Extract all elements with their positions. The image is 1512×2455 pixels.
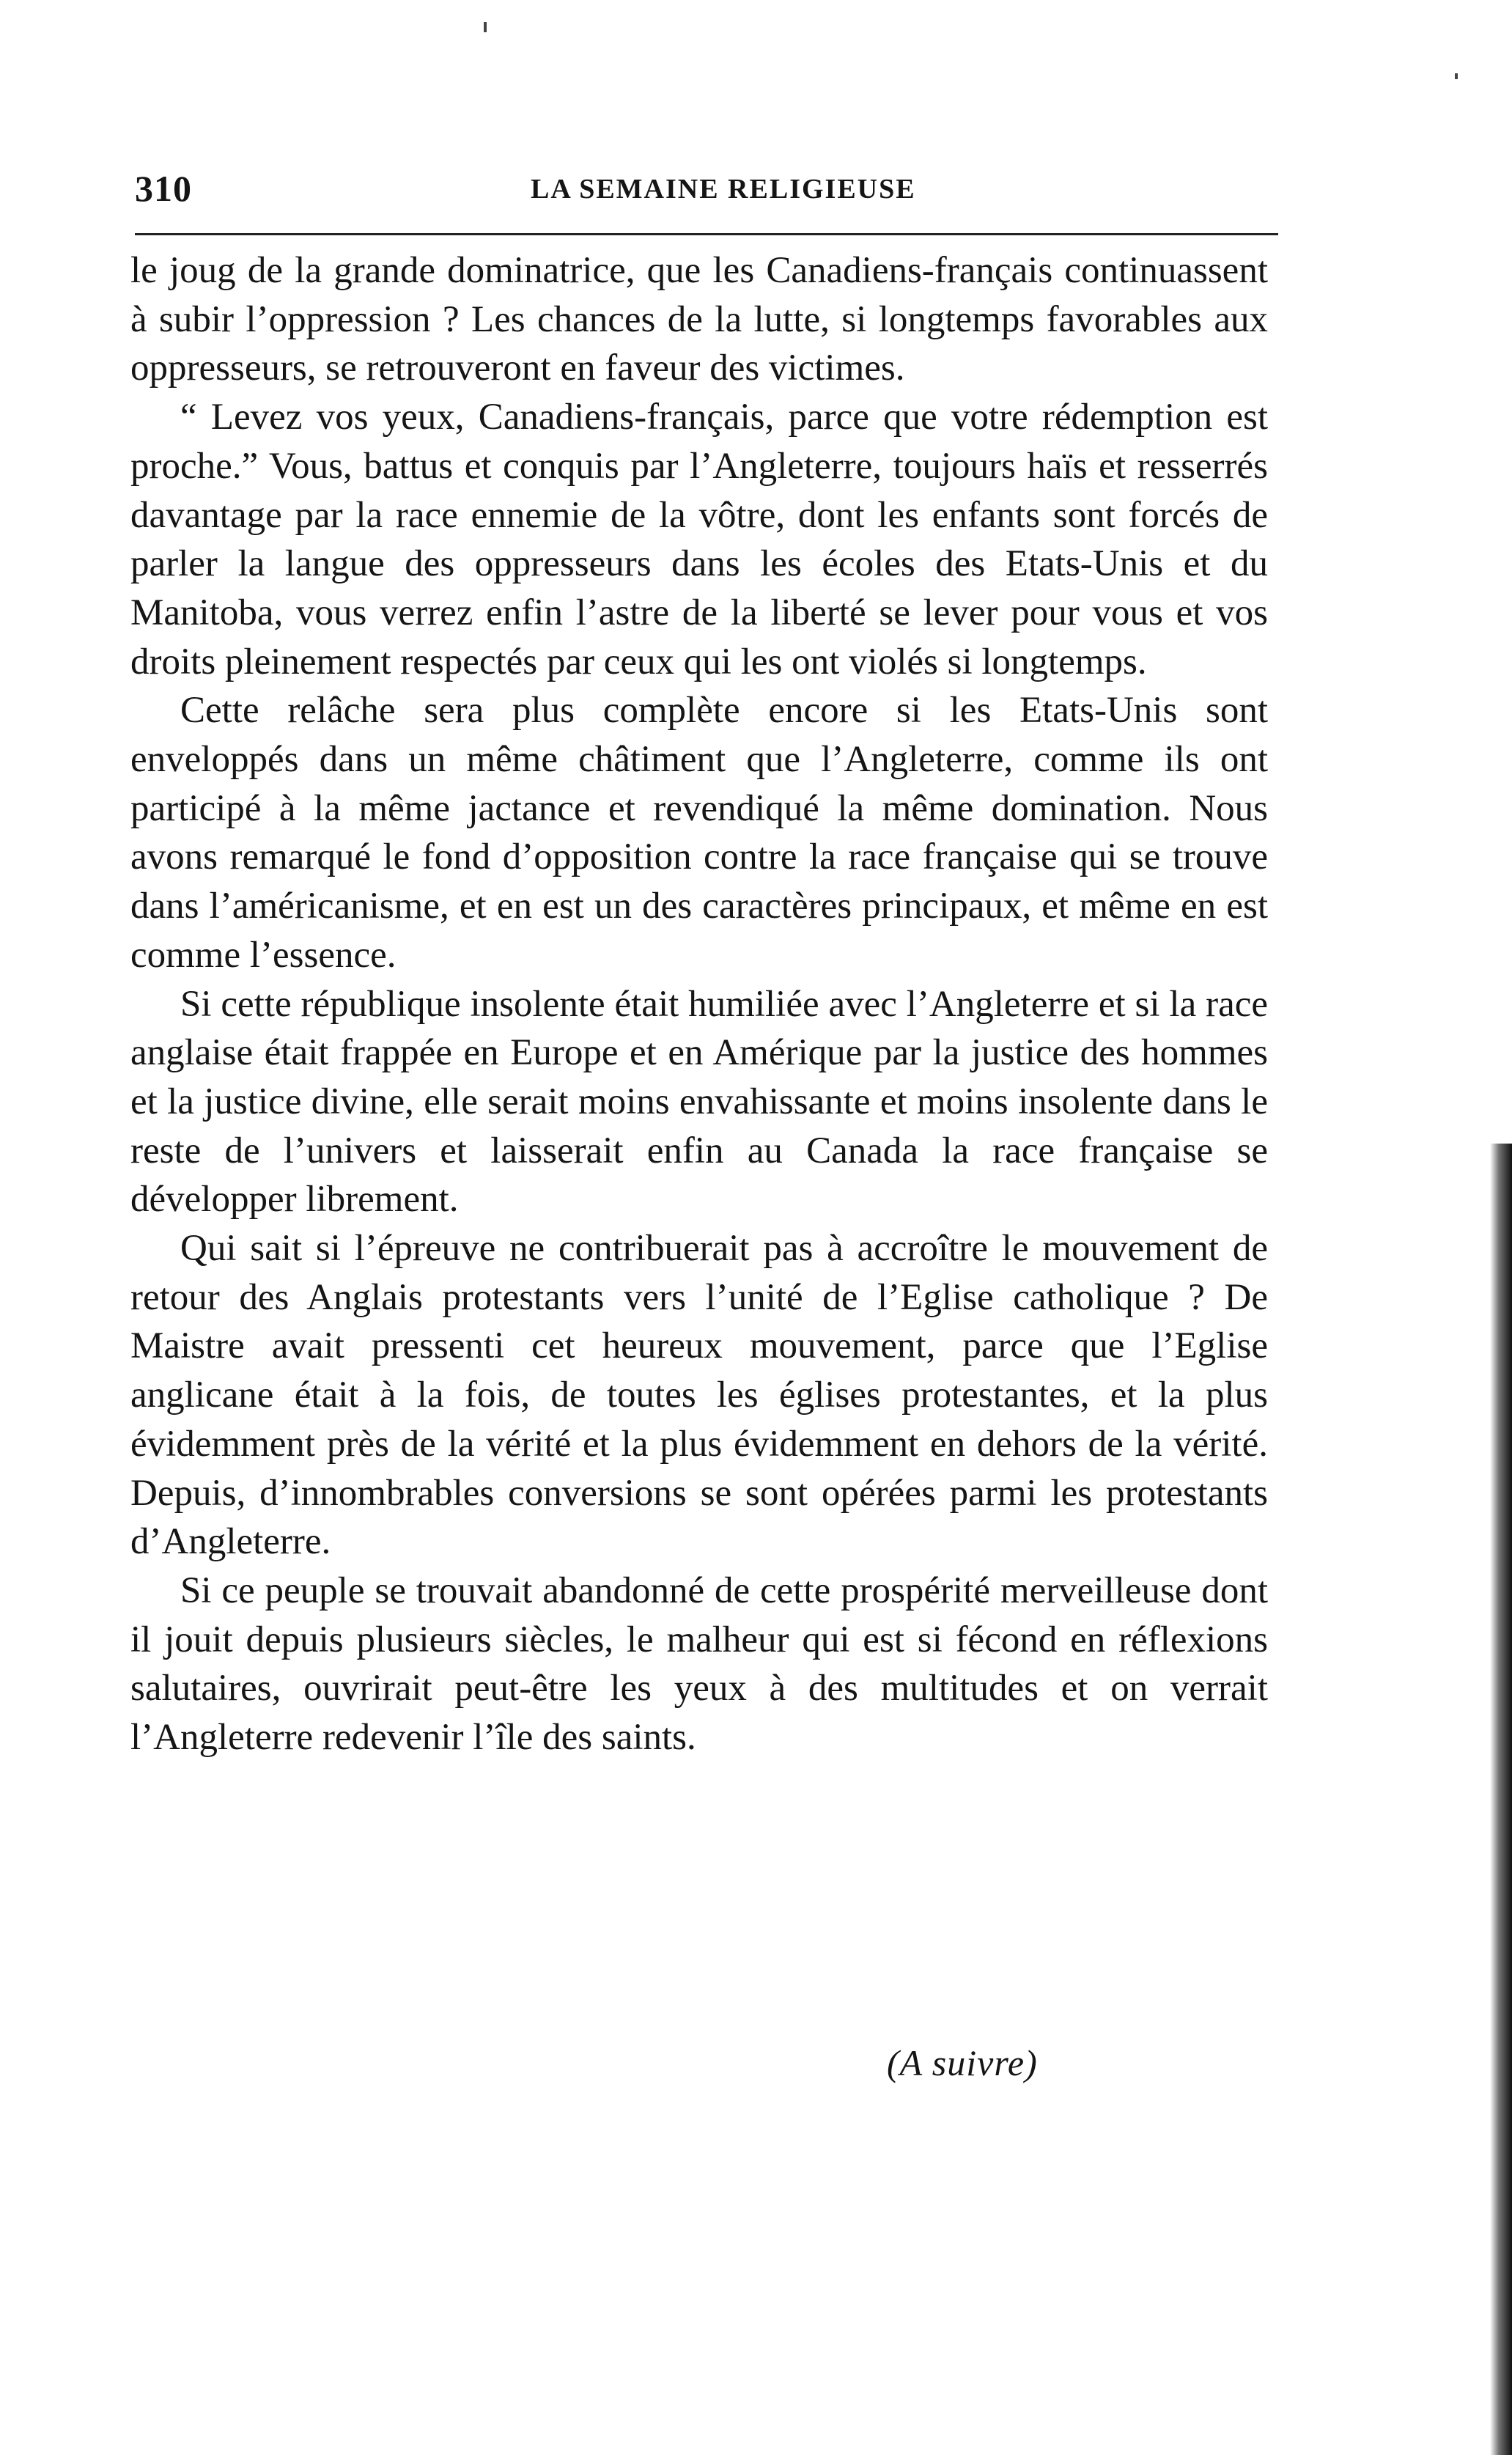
scan-speck bbox=[1455, 73, 1458, 79]
paragraph-5: Qui sait si l’épreuve ne contribuerait pas à accroître le mouvement de retour des Anglais protestants vers l’unité de l’Eglise catholique ? De Maistre avait pressenti cet heureux mouvement, parce que l’Eglise anglicane était à la fois, de toutes les églises protestantes, et la plus évidemment près de la vérité et la plus évidemment en dehors de la vérité. Depuis, d’innombrables conversions se sont opérées parmi les protestants d’Angleterre. bbox=[130, 1228, 1268, 1563]
paragraph-2: “ Levez vos yeux, Canadiens-français, parce que votre rédemption est proche.” Vous, battus et conquis par l’Angleterre, toujours haïs et resserrés davantage par la race ennemie de la vôtre, dont les enfants sont forcés de parler la langue des oppresseurs dans les écoles des Etats-Unis et du Manitoba, vous verrez enfin l’astre de la liberté se lever pour vous et vos droits pleinement respectés par ceux qui les ont violés si longtemps. bbox=[130, 397, 1268, 682]
paragraph-6: Si ce peuple se trouvait abandonné de cette prospérité merveilleuse dont il jouit depuis plusieurs siècles, le malheur qui est si fécond en réflexions salutaires, ouvrirait peut-être les yeux à des multitudes et on verrait l’Angleterre redevenir l’île des saints. bbox=[130, 1569, 1268, 1759]
to-be-continued-note: (A suivre) bbox=[887, 2042, 1038, 2083]
article-body bbox=[130, 246, 1268, 1762]
paragraph-3: Cette relâche sera plus complète encore si les Etats-Unis sont enveloppés dans un même châtiment que l’Angleterre, comme ils ont participé à la même jactance et revendiqué la même domination. Nous avons remarqué le fond d’opposition contre la race française qui se trouve dans l’américanisme, et en est un des caractères principaux, et même en est comme l’essence. bbox=[130, 690, 1268, 976]
page-number: 310 bbox=[135, 168, 192, 209]
scan-edge-shadow bbox=[1490, 1144, 1512, 2455]
scan-speck bbox=[484, 22, 487, 32]
page-header bbox=[135, 167, 1278, 218]
paragraph-4: Si cette république insolente était humiliée avec l’Angleterre et si la race anglaise était frappée en Europe et en Amérique par la justice des hommes et la justice divine, elle serait moins envahissante et moins insolente dans le reste de l’univers et laisserait enfin au Canada la race française se développer librement. bbox=[130, 983, 1268, 1221]
header-rule bbox=[135, 233, 1278, 235]
running-title: LA SEMAINE RELIGIEUSE bbox=[531, 174, 916, 205]
paragraph-1: le joug de la grande dominatrice, que les Canadiens-français continuassent à subir l’oppression ? Les chances de la lutte, si longtemps favorables aux oppresseurs, se retrouveront en faveur des victimes. bbox=[130, 250, 1268, 389]
